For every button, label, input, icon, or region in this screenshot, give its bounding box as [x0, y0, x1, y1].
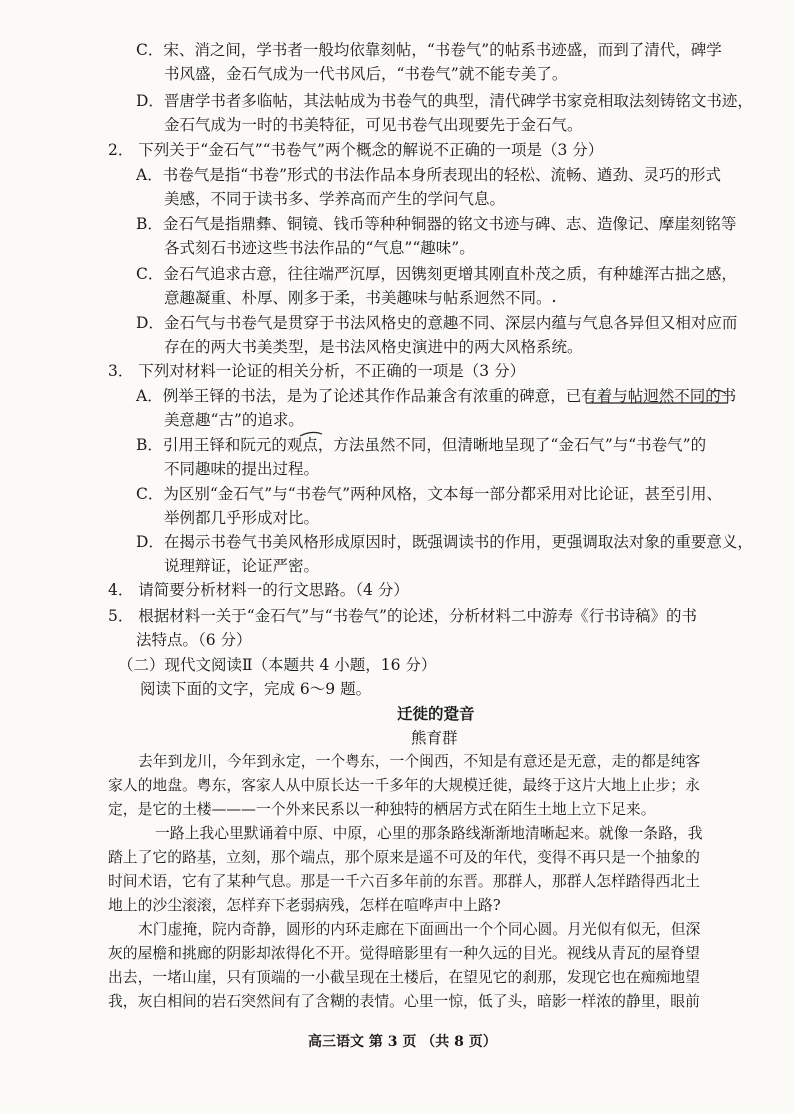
- q2-option-a-line-2: 美感，不同于读书多、学养高而产生的学问气息。: [164, 190, 506, 208]
- q3-option-c-line-1: C．为区别“金石气”与“书卷气”两种风格，文本每一部分都采用对比论证，甚至引用、: [136, 485, 723, 503]
- essay-p2-line-1: 一路上我心里默诵着中原、中原，心里的那条路线渐渐地清晰起来。就像一条路，我: [155, 825, 703, 842]
- q3-option-a-line-1: A．例举王铎的书法，是为了论述其作作品兼含有浓重的碑意，已有着与帖迥然不同的书: [136, 387, 737, 405]
- option-d-line-2: 金石气成为一时的书美特征，可见书卷气出现要先于金石气。: [164, 116, 583, 134]
- question-4: 4． 请简要分析材料一的行文思路。（4 分）: [108, 581, 409, 599]
- essay-p2-line-3: 时间术语，它有了某种气息。那是一千六百多年前的东晋。那群人，那群人怎样踏得西北土: [108, 873, 700, 890]
- essay-p2-line-4: 地上的沙尘滚滚，怎样弃下老弱病残，怎样在喧哗声中上路?: [108, 897, 501, 914]
- essay-p1-line-3: 定，是它的土楼———一个外来民系以一种独特的栖居方式在陌生土地上立下足来。: [108, 801, 656, 818]
- option-c-line-2: 书风盛，金石气成为一代书风后，“书卷气”就不能专美了。: [164, 65, 568, 83]
- essay-p3-line-1: 木门虚掩，院内奇静，圆形的内环走廊在下面画出一个个同心圆。月光似有似无，但深: [138, 921, 701, 938]
- question-2-stem: 2． 下列关于“金石气”“书卷气”两个概念的解说不正确的一项是（3 分）: [108, 141, 604, 159]
- reading-instructions: 阅读下面的文字，完成 6～9 题。: [140, 680, 372, 698]
- q2-option-d-line-2: 存在的两大书美类型，是书法风格史演进中的两大风格系统。: [164, 338, 583, 356]
- question-5-line-1: 5． 根据材料一关于“金石气”与“书卷气”的论述，分析材料二中游寿《行书诗稿》的书: [108, 607, 697, 625]
- q3-option-b-line-2: 不同趣味的提出过程。: [164, 460, 320, 478]
- essay-p3-line-2: 灰的屋檐和挑廊的阴影却浓得化不开。觉得暗影里有一种久远的目光。视线从青瓦的屋脊望: [108, 945, 700, 962]
- option-c-line-1: C．宋、消之间，学书者一般均依靠刻帖，“书卷气”的帖系书迹盛，而到了清代，碑学: [136, 41, 722, 59]
- correction-mark: [712, 390, 726, 394]
- essay-title: 迁徙的跫音: [397, 704, 475, 723]
- q2-option-c-line-2: 意趣凝重、朴厚、刚多于柔，书美趣味与帖系迥然不同。: [164, 289, 552, 307]
- q3-option-a-line-2: 美意趣“古”的追求。: [164, 411, 304, 429]
- option-d-line-1: D．晋唐学书者多临帖，其法帖成为书卷气的典型，清代碑学书家竞相取法刻铸铭文书迹，: [136, 92, 753, 110]
- essay-p3-line-3: 出去，一堵山崖，只有顶端的一小截呈现在土楼后，在望见它的刹那，发现它也在痴痴地望: [108, 969, 700, 986]
- essay-p2-line-2: 踏上了它的路基，立刻，那个端点，那个原来是遥不可及的年代，变得不再只是一个抽象的: [108, 849, 700, 866]
- essay-p1-line-1: 去年到龙川，今年到永定，一个粤东，一个闽西，不知是有意还是无意，走的都是纯客: [138, 753, 701, 770]
- q2-option-c-line-1: C．金石气追求古意，往往端严沉厚，因镌刻更增其刚直朴茂之质，有种雄浑古拙之感，: [136, 265, 737, 283]
- q3-option-d-line-1: D．在揭示书卷气书美风格形成原因时，既强调读书的作用，更强调取法对象的重要意义，: [136, 533, 753, 551]
- q2-option-a-line-1: A．书卷气是指“书卷”形式的书法作品本身所表现出的轻松、流畅、遒劲、灵巧的形式: [136, 166, 722, 184]
- question-3-stem: 3． 下列对材料一论证的相关分析，不正确的一项是（3 分）: [108, 362, 526, 380]
- pen-dot: [553, 300, 555, 302]
- q3-option-c-line-2: 举例都几乎形成对比。: [164, 509, 320, 527]
- essay-author: 熊育群: [411, 729, 458, 747]
- q2-option-d-line-1: D．金石气与书卷气是贯穿于书法风格史的意趣不同、深层内蕴与气息各异但又相对应而: [136, 314, 738, 332]
- q3-option-d-line-2: 说理辩证，论证严密。: [164, 557, 320, 575]
- essay-p3-line-4: 我，灰白相间的岩石突然间有了含糊的表情。心里一惊，低了头，暗影一样浓的静里，眼前: [108, 993, 700, 1010]
- essay-p1-line-2: 家人的地盘。粤东，客家人从中原长达一千多年的大规模迁徙，最终于这片大地上止步；永: [108, 777, 700, 794]
- pen-tick-mark: [300, 432, 322, 436]
- question-5-line-2: 法特点。（6 分）: [136, 631, 252, 649]
- q2-option-b-line-1: B．金石气是指鼎彝、铜镜、钱币等种种铜器的铭文书迹与碑、志、造像记、摩崖刻铭等: [136, 215, 737, 233]
- section-heading: （二）现代文阅读Ⅱ（本题共 4 小题，16 分）: [118, 656, 437, 674]
- q3-option-b-line-1: B．引用王铎和阮元的观点，方法虽然不同，但清晰地呈现了“金石气”与“书卷气”的: [136, 436, 707, 454]
- q2-option-b-line-2: 各式刻石书迹这些书法作品的“气息”“趣味”。: [164, 239, 475, 257]
- page-footer: 高三语文 第 3 页 （共 8 页）: [308, 1034, 497, 1050]
